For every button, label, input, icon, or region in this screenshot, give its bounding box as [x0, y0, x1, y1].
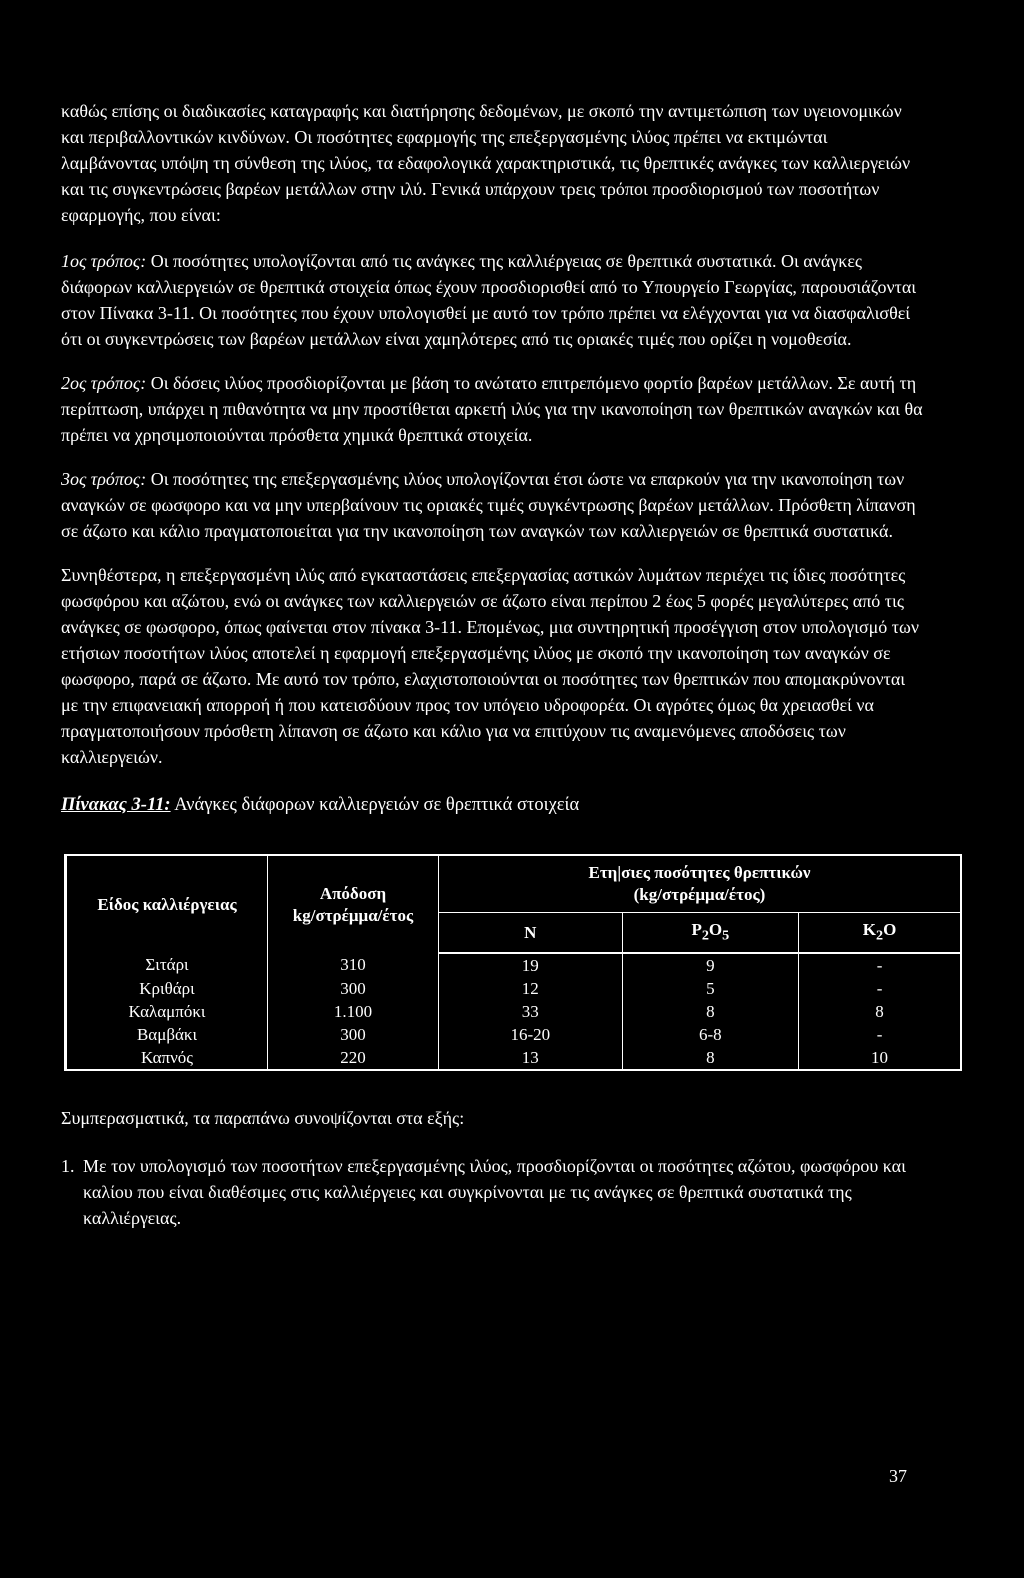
- method-1-text: Οι ποσότητες υπολογίζονται από τις ανάγκες της καλλιέργειας σε θρεπτικά συστατικά. Οι ανάγκες διάφορων καλλιεργειών σε θρεπτικά στοιχεία όπως έχουν προσδιορισθεί από το Υπουργείο Γεωργίας, παρουσιάζονται στον Πίνακα 3-11. Οι ποσότητες που έχουν υπολογισθεί με αυτό τον τρόπο πρέπει να ελέγχονται για να διασφαλισθεί ότι οι συγκεντρώσεις των βαρέων μετάλλων είναι χαμηλότερες από τις οριακές τιμές που ορίζει η νομοθεσία.: [61, 251, 917, 349]
- paragraph: καθώς επίσης οι διαδικασίες καταγραφής και διατήρησης δεδομένων, με σκοπό την αντιμετώπιση των υγειονομικών και περιβαλλοντικών κινδύνων. Οι ποσότητες εφαρμογής της επεξεργασμένης ιλύος πρέπει να εκτιμώνται λαμβάνοντας υπόψη τη σύνθεση της ιλύος, τα εδαφολογικά χαρακτηριστικά, τις θρεπτικές ανάγκες των καλλιεργειών και τις συγκεντρώσεις βαρέων μετάλλων στην ιλύ. Γενικά υπάρχουν τρεις τρόποι προσδιορισμού των ποσοτήτων εφαρμογής, που είναι:: [61, 101, 911, 225]
- cell-n: 33: [439, 1000, 623, 1023]
- table-caption: [61, 792, 923, 818]
- column-header-n: N: [439, 913, 623, 954]
- group-header-line-2: (kg/στρέμμα/έτος): [633, 885, 766, 904]
- cell-p: 8: [622, 1046, 798, 1070]
- table-row: [66, 977, 962, 1000]
- list-item-number: 1.: [61, 1156, 75, 1177]
- cell-p: 9: [622, 953, 798, 977]
- method-2-label: 2ος τρόπος:: [61, 373, 147, 393]
- column-group-header: [439, 855, 962, 913]
- table-row: [66, 1000, 962, 1023]
- cell-k: -: [876, 1024, 883, 1044]
- cell-p: 8: [622, 1000, 798, 1023]
- cell-n: 19: [439, 953, 623, 977]
- cell-k: 10: [871, 1047, 889, 1067]
- page-number: 37: [889, 1466, 907, 1486]
- method-2-text: Οι δόσεις ιλύος προσδιορίζονται με βάση το ανώτατο επιτρεπόμενο φορτίο βαρέων μετάλλων. Σε αυτή τη περίπτωση, υπάρχει η πιθανότητα να μην προστίθεται αρκετή ιλύς για την ικανοποίηση των θρεπτικών αναγκών και θα πρέπει να χρησιμοποιούνται πρόσθετα χημικά θρεπτικά στοιχεία.: [61, 373, 923, 445]
- cell-n: 13: [439, 1046, 623, 1070]
- table-row: [66, 953, 962, 977]
- k-symbol: K: [862, 920, 876, 939]
- cell-crop: Καλαμπόκι: [66, 1000, 268, 1023]
- column-header-k2o: [799, 913, 961, 954]
- table-caption-label: Πίνακας 3-11:: [61, 795, 171, 815]
- o-symbol: O: [708, 920, 723, 939]
- method-3-label: 3ος τρόπος:: [61, 469, 147, 489]
- document-page: [61, 98, 923, 1231]
- p-subscript: 2: [701, 927, 709, 944]
- cell-yield: 300: [268, 977, 439, 1000]
- cell-p: 5: [622, 977, 798, 1000]
- table-row: [66, 1023, 962, 1046]
- cell-n: 16-20: [439, 1023, 623, 1046]
- column-header-p2o5: [622, 913, 798, 954]
- column-header-crop: Είδος καλλιέργειας: [66, 855, 268, 953]
- o-subscript: 5: [722, 927, 730, 944]
- paragraph: Συνηθέστερα, η επεξεργασμένη ιλύς από εγκαταστάσεις επεξεργασίας αστικών λυμάτων περιέχει τις ίδιες ποσότητες φωσφόρου και αζώτου, ενώ οι ανάγκες των καλλιεργειών σε άζωτο είναι περίπου 2 έως 5 φορές μεγαλύτερες από τις ανάγκες σε φωσφορο, όπως φαίνεται στον πίνακα 3-11. Επομένως, μια συντηρητική προσέγγιση στον υπολογισμό των ετήσιων ποσοτήτων ιλύος αποτελεί η εφαρμογή επεξεργασμένης ιλύος με σκοπό την ικανοποίηση των αναγκών σε φωσφορο, παρά σε άζωτο. Με αυτό τον τρόπο, ελαχιστοποιούνται οι ποσότητες των θρεπτικών που απομακρύνονται με την επιφανειακή απορροή ή που κατεισδύουν προς τον υπόγειο υδροφορέα. Οι αγρότες όμως θα χρειασθεί να πραγματοποιήσουν πρόσθετη λίπανση σε άζωτο και κάλιο για να επιτύχουν τις αναμενόμενες αποδόσεις των καλλιεργειών.: [61, 565, 920, 767]
- method-2-paragraph: [61, 370, 923, 448]
- method-1-paragraph: [61, 248, 923, 352]
- cell-crop: Σιτάρι: [66, 953, 268, 977]
- group-header-line-1: Ετη|σιες ποσότητες θρεπτικών: [588, 863, 811, 882]
- list-item: [61, 1153, 923, 1231]
- k-o-symbol: O: [883, 920, 897, 939]
- yield-header-line-1: Απόδοση: [319, 883, 387, 903]
- cell-crop: Βαμβάκι: [66, 1023, 268, 1046]
- nutrient-needs-table: [64, 854, 962, 1071]
- cell-crop: Κριθάρι: [66, 977, 268, 1000]
- table-caption-text: Ανάγκες διάφορων καλλιεργειών σε θρεπτικά στοιχεία: [170, 795, 580, 815]
- cell-yield: 300: [268, 1023, 439, 1046]
- method-1-label: 1ος τρόπος:: [61, 251, 147, 271]
- cell-crop: Καπνός: [66, 1046, 268, 1070]
- method-3-text: Οι ποσότητες της επεξεργασμένης ιλύος υπολογίζονται έτσι ώστε να επαρκούν για την ικανοποίηση των αναγκών σε φωσφορο και να μην υπερβαίνουν τις οριακές τιμές συγκέντρωσης βαρέων μετάλλων. Πρόσθετη λίπανση σε άζωτο και κάλιο πραγματοποιείται για την ικανοποίηση των αναγκών των καλλιεργειών σε θρεπτικά συστατικά.: [61, 469, 916, 541]
- table-row: [66, 1046, 962, 1070]
- summary-intro: Συμπερασματικά, τα παραπάνω συνοψίζονται στα εξής:: [61, 1108, 465, 1129]
- k-subscript: 2: [875, 927, 884, 944]
- cell-p: 6-8: [622, 1023, 798, 1046]
- cell-k: -: [876, 978, 883, 998]
- cell-n: 12: [439, 977, 623, 1000]
- cell-k: 8: [875, 1001, 884, 1021]
- cell-yield: 310: [268, 953, 439, 977]
- p-symbol: P: [691, 920, 702, 939]
- cell-k: -: [876, 955, 883, 975]
- cell-yield: 1.100: [268, 1000, 439, 1023]
- column-header-yield: [268, 855, 439, 953]
- list-item-text: Με τον υπολογισμό των ποσοτήτων επεξεργασμένης ιλύος, προσδιορίζονται οι ποσότητες αζώτου, φωσφόρου και καλίου που είναι διαθέσιμες στις καλλιέργειες και συγκρίνονται με τις ανάγκες σε θρεπτικά συστατικά της καλλιέργειας.: [83, 1156, 906, 1229]
- yield-header-line-2: kg/στρέμμα/έτος: [292, 905, 414, 925]
- cell-yield: 220: [268, 1046, 439, 1070]
- method-3-paragraph: [61, 466, 923, 544]
